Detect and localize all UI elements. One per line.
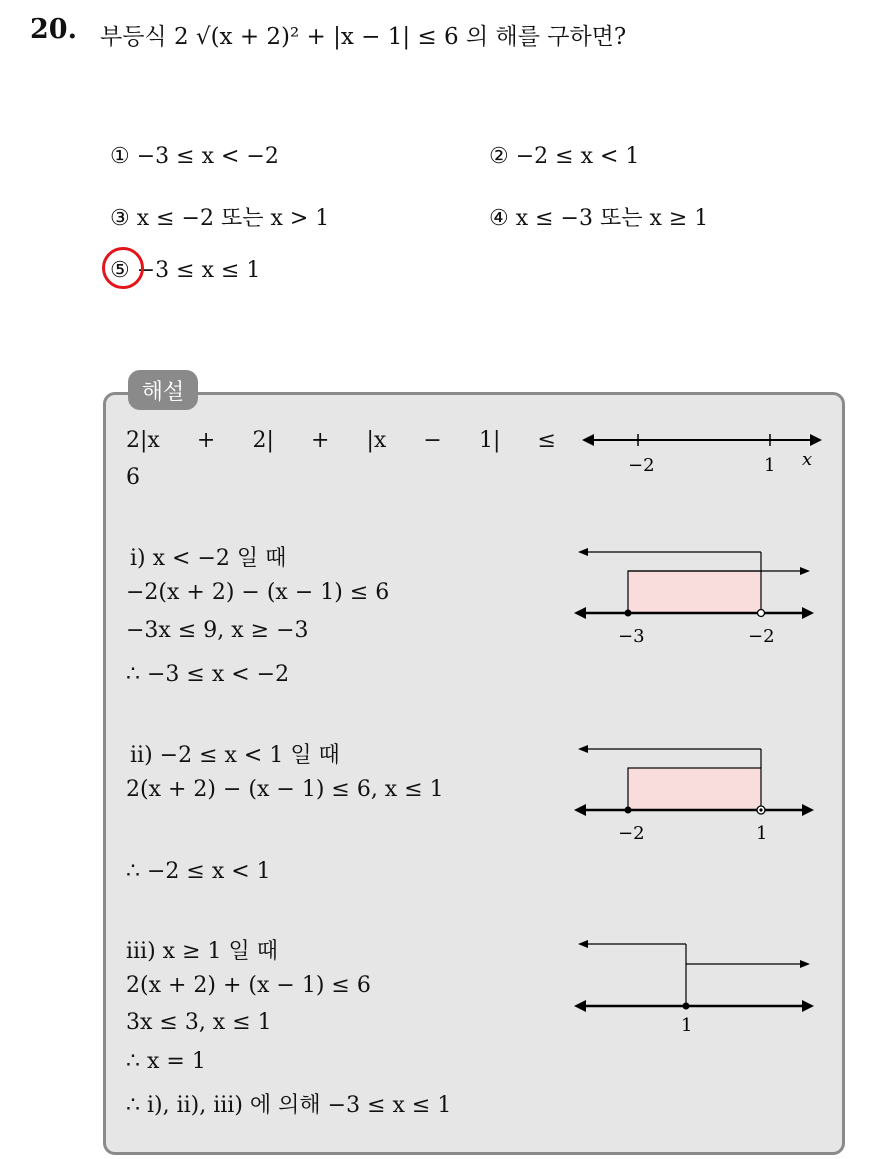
case1-line-3: ∴ −3 ≤ x < −2 bbox=[126, 662, 290, 687]
option-3-text: x ≤ −2 또는 x > 1 bbox=[136, 206, 330, 231]
case1-diagram bbox=[570, 540, 820, 652]
answer-circle-mark bbox=[102, 247, 144, 289]
case1-line-1: −2(x + 2) − (x − 1) ≤ 6 bbox=[126, 580, 390, 605]
top-number-line bbox=[578, 425, 828, 475]
case3-line-3: ∴ x = 1 bbox=[126, 1049, 206, 1074]
case3-title: ⅲ) x ≥ 1 일 때 bbox=[126, 939, 278, 964]
case2-label-minus2: −2 bbox=[618, 823, 645, 844]
top-label-x: x bbox=[802, 449, 813, 470]
option-4-number: ④ bbox=[489, 206, 509, 231]
option-2-number: ② bbox=[489, 144, 509, 169]
option-4[interactable] bbox=[489, 201, 708, 232]
option-2-text: −2 ≤ x < 1 bbox=[515, 144, 640, 169]
case1-label-minus3: −3 bbox=[618, 626, 645, 647]
case2-title: ⅱ) −2 ≤ x < 1 일 때 bbox=[130, 743, 340, 768]
option-5-text: −3 ≤ x ≤ 1 bbox=[136, 258, 261, 283]
case2-line-1: 2(x + 2) − (x − 1) ≤ 6, x ≤ 1 bbox=[126, 777, 444, 802]
case1-line-2: −3x ≤ 9, x ≥ −3 bbox=[126, 618, 309, 643]
option-1[interactable] bbox=[110, 144, 279, 169]
case3-line-4: ∴ ⅰ), ⅱ), ⅲ) 에 의해 −3 ≤ x ≤ 1 bbox=[126, 1093, 452, 1118]
solution-label: 해설 bbox=[128, 370, 198, 410]
case1-label-minus2: −2 bbox=[748, 626, 775, 647]
option-5-number: ⑤ bbox=[110, 258, 130, 283]
case2-label-1: 1 bbox=[756, 823, 768, 844]
option-4-text: x ≤ −3 또는 x ≥ 1 bbox=[515, 206, 709, 231]
case3-diagram bbox=[570, 935, 820, 1035]
case3-line-1: 2(x + 2) + (x − 1) ≤ 6 bbox=[126, 973, 371, 998]
option-1-number: ① bbox=[110, 144, 130, 169]
option-1-text: −3 ≤ x < −2 bbox=[136, 144, 279, 169]
case3-label-1: 1 bbox=[681, 1015, 693, 1035]
case3-line-2: 3x ≤ 3, x ≤ 1 bbox=[126, 1010, 272, 1035]
question-number: 20. bbox=[30, 14, 77, 45]
option-2[interactable] bbox=[489, 144, 639, 169]
case2-line-2: ∴ −2 ≤ x < 1 bbox=[126, 859, 271, 884]
case1-title: ⅰ) x < −2 일 때 bbox=[130, 546, 287, 571]
option-3-number: ③ bbox=[110, 206, 130, 231]
question-text: 부등식 2 √(x + 2)² + |x − 1| ≤ 6 의 해를 구하면? bbox=[100, 24, 627, 50]
solution-inequality: 2|x + 2| + |x − 1| ≤ bbox=[126, 428, 556, 453]
case2-diagram bbox=[570, 737, 820, 849]
option-3[interactable] bbox=[110, 201, 329, 232]
solution-inequality-tail: 6 bbox=[126, 465, 140, 490]
top-label-1: 1 bbox=[764, 455, 776, 475]
top-label-minus2: −2 bbox=[628, 455, 655, 475]
